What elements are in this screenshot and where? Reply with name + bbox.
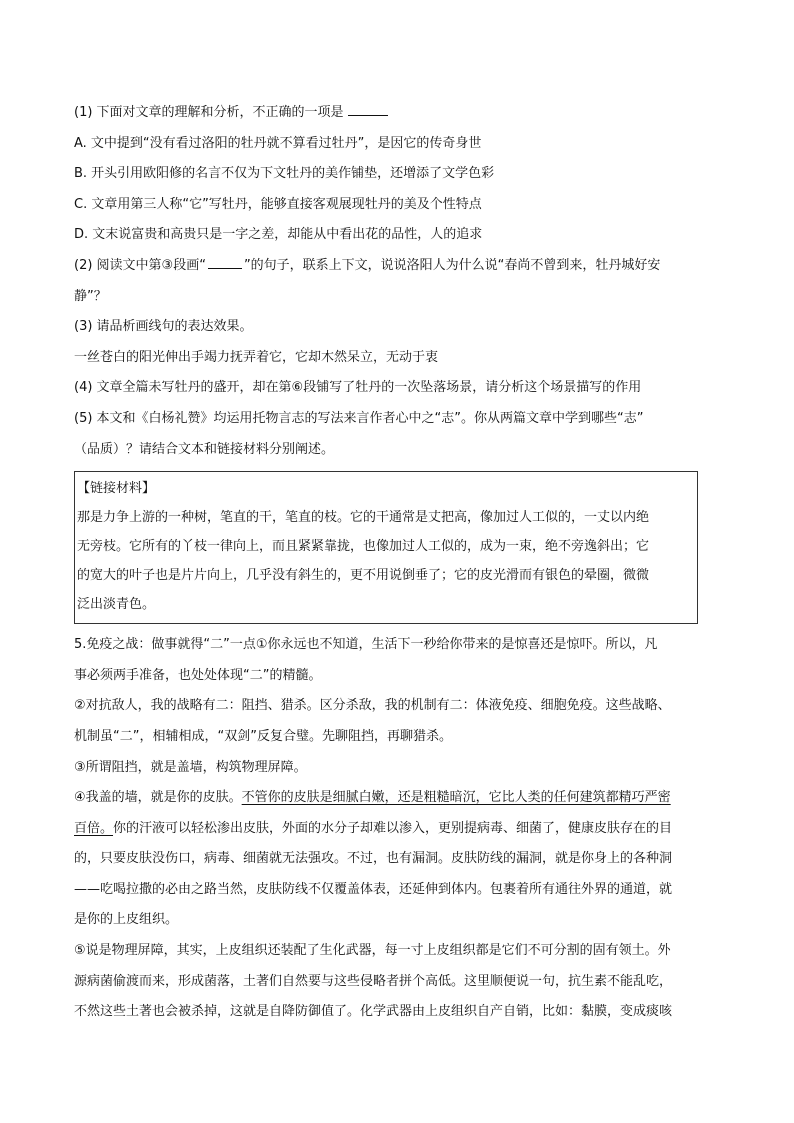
link-material-line: 的宽大的叶子也是片片向上，几乎没有斜生的，更不用说倒垂了；它的皮光滑而有银色的晕圈，微微: [77, 568, 650, 584]
passage-line: [74, 814, 724, 845]
answer-blank: [348, 103, 388, 116]
link-material-title: 【链接材料】: [77, 481, 156, 497]
passage-text: 你的汗液可以轻松渗出皮肤，外面的水分子却难以渗入，更别提病毒、细菌了，健康皮肤存在的目: [113, 820, 673, 836]
passage-line: ②对抗敌人，我的战略有二：阻挡、猎杀。区分杀敌，我的机制有二：体液免疫、细胞免疫。这些战略、: [74, 698, 671, 714]
question-1: [74, 98, 724, 129]
option-d: D. 文末说富贵和高贵只是一字之差，却能从中看出花的品性，人的追求: [74, 227, 483, 243]
link-material-line: 那是力争上游的一种树，笔直的干，笔直的枝。它的干通常是丈把高，像加过人工似的，一丈以内绝: [77, 510, 650, 526]
question-4: (4) 文章全篇未写牡丹的盛开，却在第⑥段铺写了牡丹的一次坠落场景，请分析这个场景描写的作用: [74, 380, 642, 396]
passage-text: ④我盖的墙，就是你的皮肤。: [74, 790, 242, 806]
passage-line: ——吃喝拉撒的必由之路当然，皮肤防线不仅覆盖体表，还延伸到体内。包裹着所有通往外界的通道，就: [74, 881, 673, 897]
question-3-sentence: 一丝苍白的阳光伸出手竭力抚弄着它，它却木然呆立，无动于衷: [74, 349, 439, 365]
underlined-sentence: 不管你的皮肤是细腻白嫩，还是粗糙暗沉，它比人类的任何建筑都精巧严密: [241, 790, 671, 806]
option-b: B. 开头引用欧阳修的名言不仅为下文牡丹的美作铺垫，还增添了文学色彩: [74, 166, 495, 182]
question-1-text: (1) 下面对文章的理解和分析，不正确的一项是: [74, 105, 344, 120]
question-2-cont: 静”？: [74, 288, 107, 304]
passage-line: 的，只要皮肤没伤口，病毒、细菌就无法强攻。不过，也有漏洞。皮肤防线的漏洞，就是你身上的各种洞: [74, 851, 673, 867]
passage-line: ③所谓阻挡，就是盖墙，构筑物理屏障。: [74, 759, 307, 775]
link-material-line: 无旁枝。它所有的丫枝一律向上，而且紧紧靠拢，也像加过人工似的，成为一束，绝不旁逸斜出；它: [77, 539, 650, 555]
question-5-cont: （品质）？请结合文本和链接材料分别阐述。: [74, 441, 335, 457]
document-content: [74, 98, 724, 1028]
question-3: (3) 请品析画线句的表达效果。: [74, 319, 253, 335]
passage-line: 源病菌偷渡而来，形成菌落，土著们自然要与这些侵略者拼个高低。这里顺便说一句，抗生素不能乱吃，: [74, 973, 673, 989]
question-2: [74, 251, 724, 282]
option-a: A. 文中提到“没有看过洛阳的牡丹就不算看过牡丹”，是因它的传奇身世: [74, 135, 482, 151]
passage-line: 机制虽“二”，相辅相成，“双剑”反复合璧。先聊阻挡，再聊猎杀。: [74, 728, 452, 744]
passage-line: 是你的上皮组织。: [74, 912, 179, 928]
question-2-blank: [208, 256, 242, 269]
passage-line: ⑤说是物理屏障，其实，上皮组织还装配了生化武器，每一寸上皮组织都是它们不可分割的固有领土。外: [74, 943, 671, 959]
link-material-box: [74, 471, 698, 624]
passage-line: 不然这些土著也会被杀掉，这就是自降防御值了。化学武器由上皮组织自产自销，比如：黏膜，变成痰咳: [74, 1004, 673, 1020]
passage-line: 事必须两手准备，也处处体现“二”的精髓。: [74, 667, 322, 683]
option-c: C. 文章用第三人称“它”写牡丹，能够直接客观展现牡丹的美及个性特点: [74, 196, 482, 212]
question-2-end: ”的句子，联系上下文，说说洛阳人为什么说“春尚不曾到来，牡丹城好安: [243, 257, 661, 273]
underlined-sentence: 百倍。: [74, 820, 114, 836]
question-5: (5) 本文和《白杨礼赞》均运用托物言志的写法来言作者心中之“志”。你从两篇文章中学到哪些“志”: [74, 410, 644, 426]
passage-line: 5.免疫之战：做事就得“二”一点①你永远也不知道，生活下一秒给你带来的是惊喜还是惊吓。所以，凡: [74, 637, 658, 653]
link-material-line: 泛出淡青色。: [77, 597, 156, 613]
passage-line: [74, 783, 724, 814]
question-2-start: (2) 阅读文中第③段画“: [74, 257, 206, 273]
